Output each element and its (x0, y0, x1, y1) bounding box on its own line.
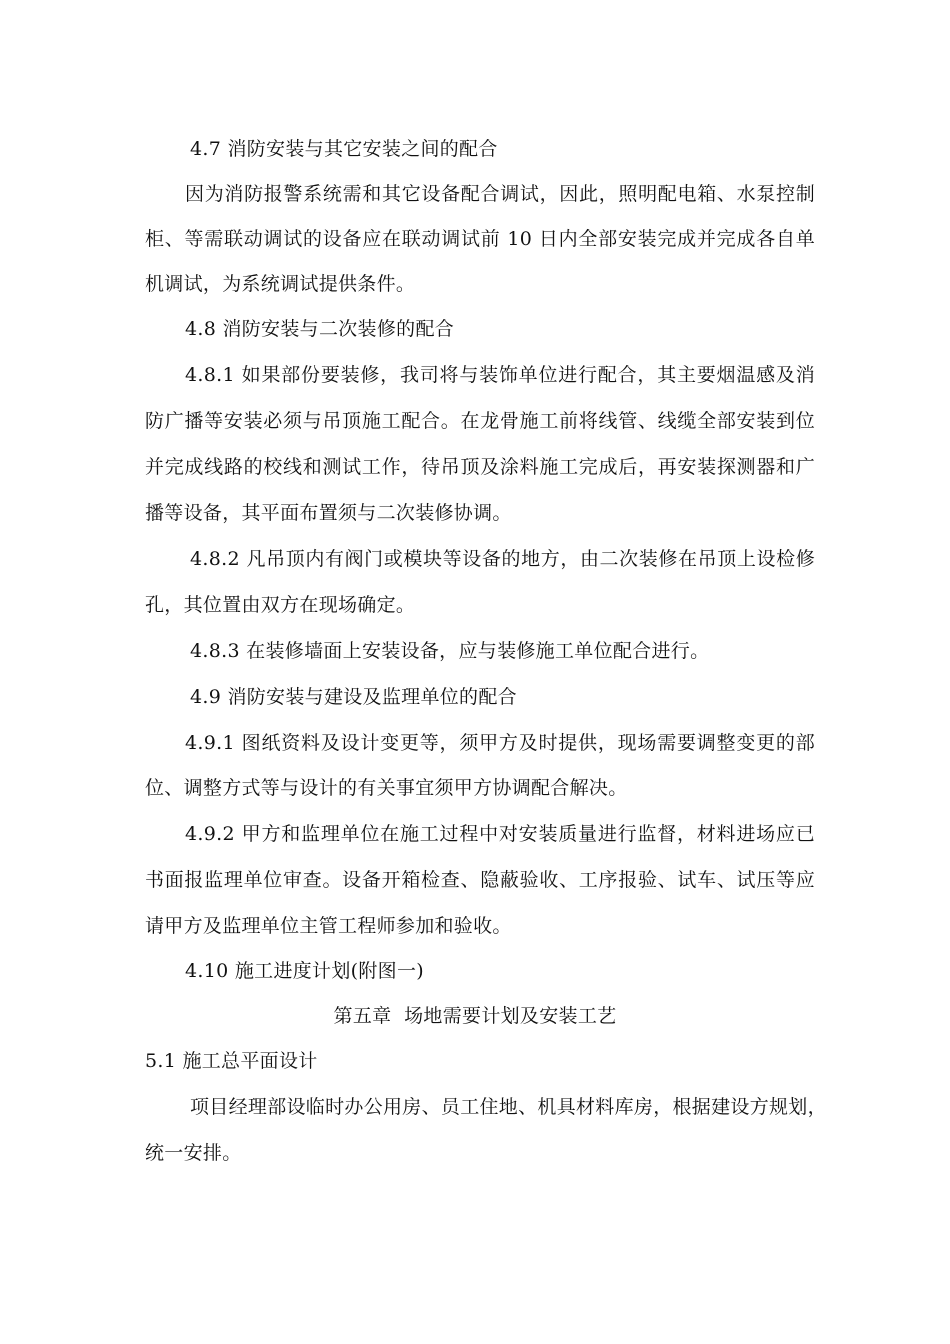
paragraph-line: 4.8.2 凡吊顶内有阀门或模块等设备的地方，由二次装修在吊顶上设检修 (190, 548, 815, 570)
section-heading-4-8: 4.8 消防安装与二次装修的配合 (185, 318, 455, 340)
paragraph-line: 4.8.1 如果部份要装修，我司将与装饰单位进行配合，其主要烟温感及消 (185, 364, 815, 386)
paragraph-line: 项目经理部设临时办公用房、员工住地、机具材料库房，根据建设方规划， (190, 1096, 827, 1118)
paragraph-line: 书面报监理单位审查。设备开箱检查、隐蔽验收、工序报验、试车、试压等应 (145, 869, 815, 891)
paragraph-line: 柜、等需联动调试的设备应在联动调试前 10 日内全部安装完成并完成各自单 (145, 228, 815, 250)
chapter-title: 第五章 场地需要计划及安装工艺 (333, 1005, 617, 1027)
paragraph-line: 机调试，为系统调试提供条件。 (145, 273, 416, 295)
paragraph-line: 4.8.3 在装修墙面上安装设备，应与装修施工单位配合进行。 (190, 640, 710, 662)
paragraph-line: 统一安排。 (145, 1142, 242, 1164)
paragraph-line: 播等设备，其平面布置须与二次装修协调。 (145, 502, 512, 524)
paragraph-line: 防广播等安装必须与吊顶施工配合。在龙骨施工前将线管、线缆全部安装到位 (145, 410, 815, 432)
paragraph-line: 4.9.1 图纸资料及设计变更等，须甲方及时提供，现场需要调整变更的部 (185, 732, 815, 754)
paragraph-line: 4.9.2 甲方和监理单位在施工过程中对安装质量进行监督，材料进场应已 (185, 823, 815, 845)
section-heading-4-9: 4.9 消防安装与建设及监理单位的配合 (190, 686, 517, 708)
section-heading-5-1: 5.1 施工总平面设计 (145, 1050, 318, 1072)
paragraph-line: 请甲方及监理单位主管工程师参加和验收。 (145, 915, 512, 937)
paragraph-line: 孔，其位置由双方在现场确定。 (145, 594, 416, 616)
paragraph-line: 并完成线路的校线和测试工作，待吊顶及涂料施工完成后，再安装探测器和广 (145, 456, 815, 478)
paragraph-line: 因为消防报警系统需和其它设备配合调试，因此，照明配电箱、水泵控制 (185, 183, 815, 205)
section-heading-4-7: 4.7 消防安装与其它安装之间的配合 (190, 138, 498, 160)
section-heading-4-10: 4.10 施工进度计划(附图一) (185, 960, 424, 982)
paragraph-line: 位、调整方式等与设计的有关事宜须甲方协调配合解决。 (145, 777, 628, 799)
